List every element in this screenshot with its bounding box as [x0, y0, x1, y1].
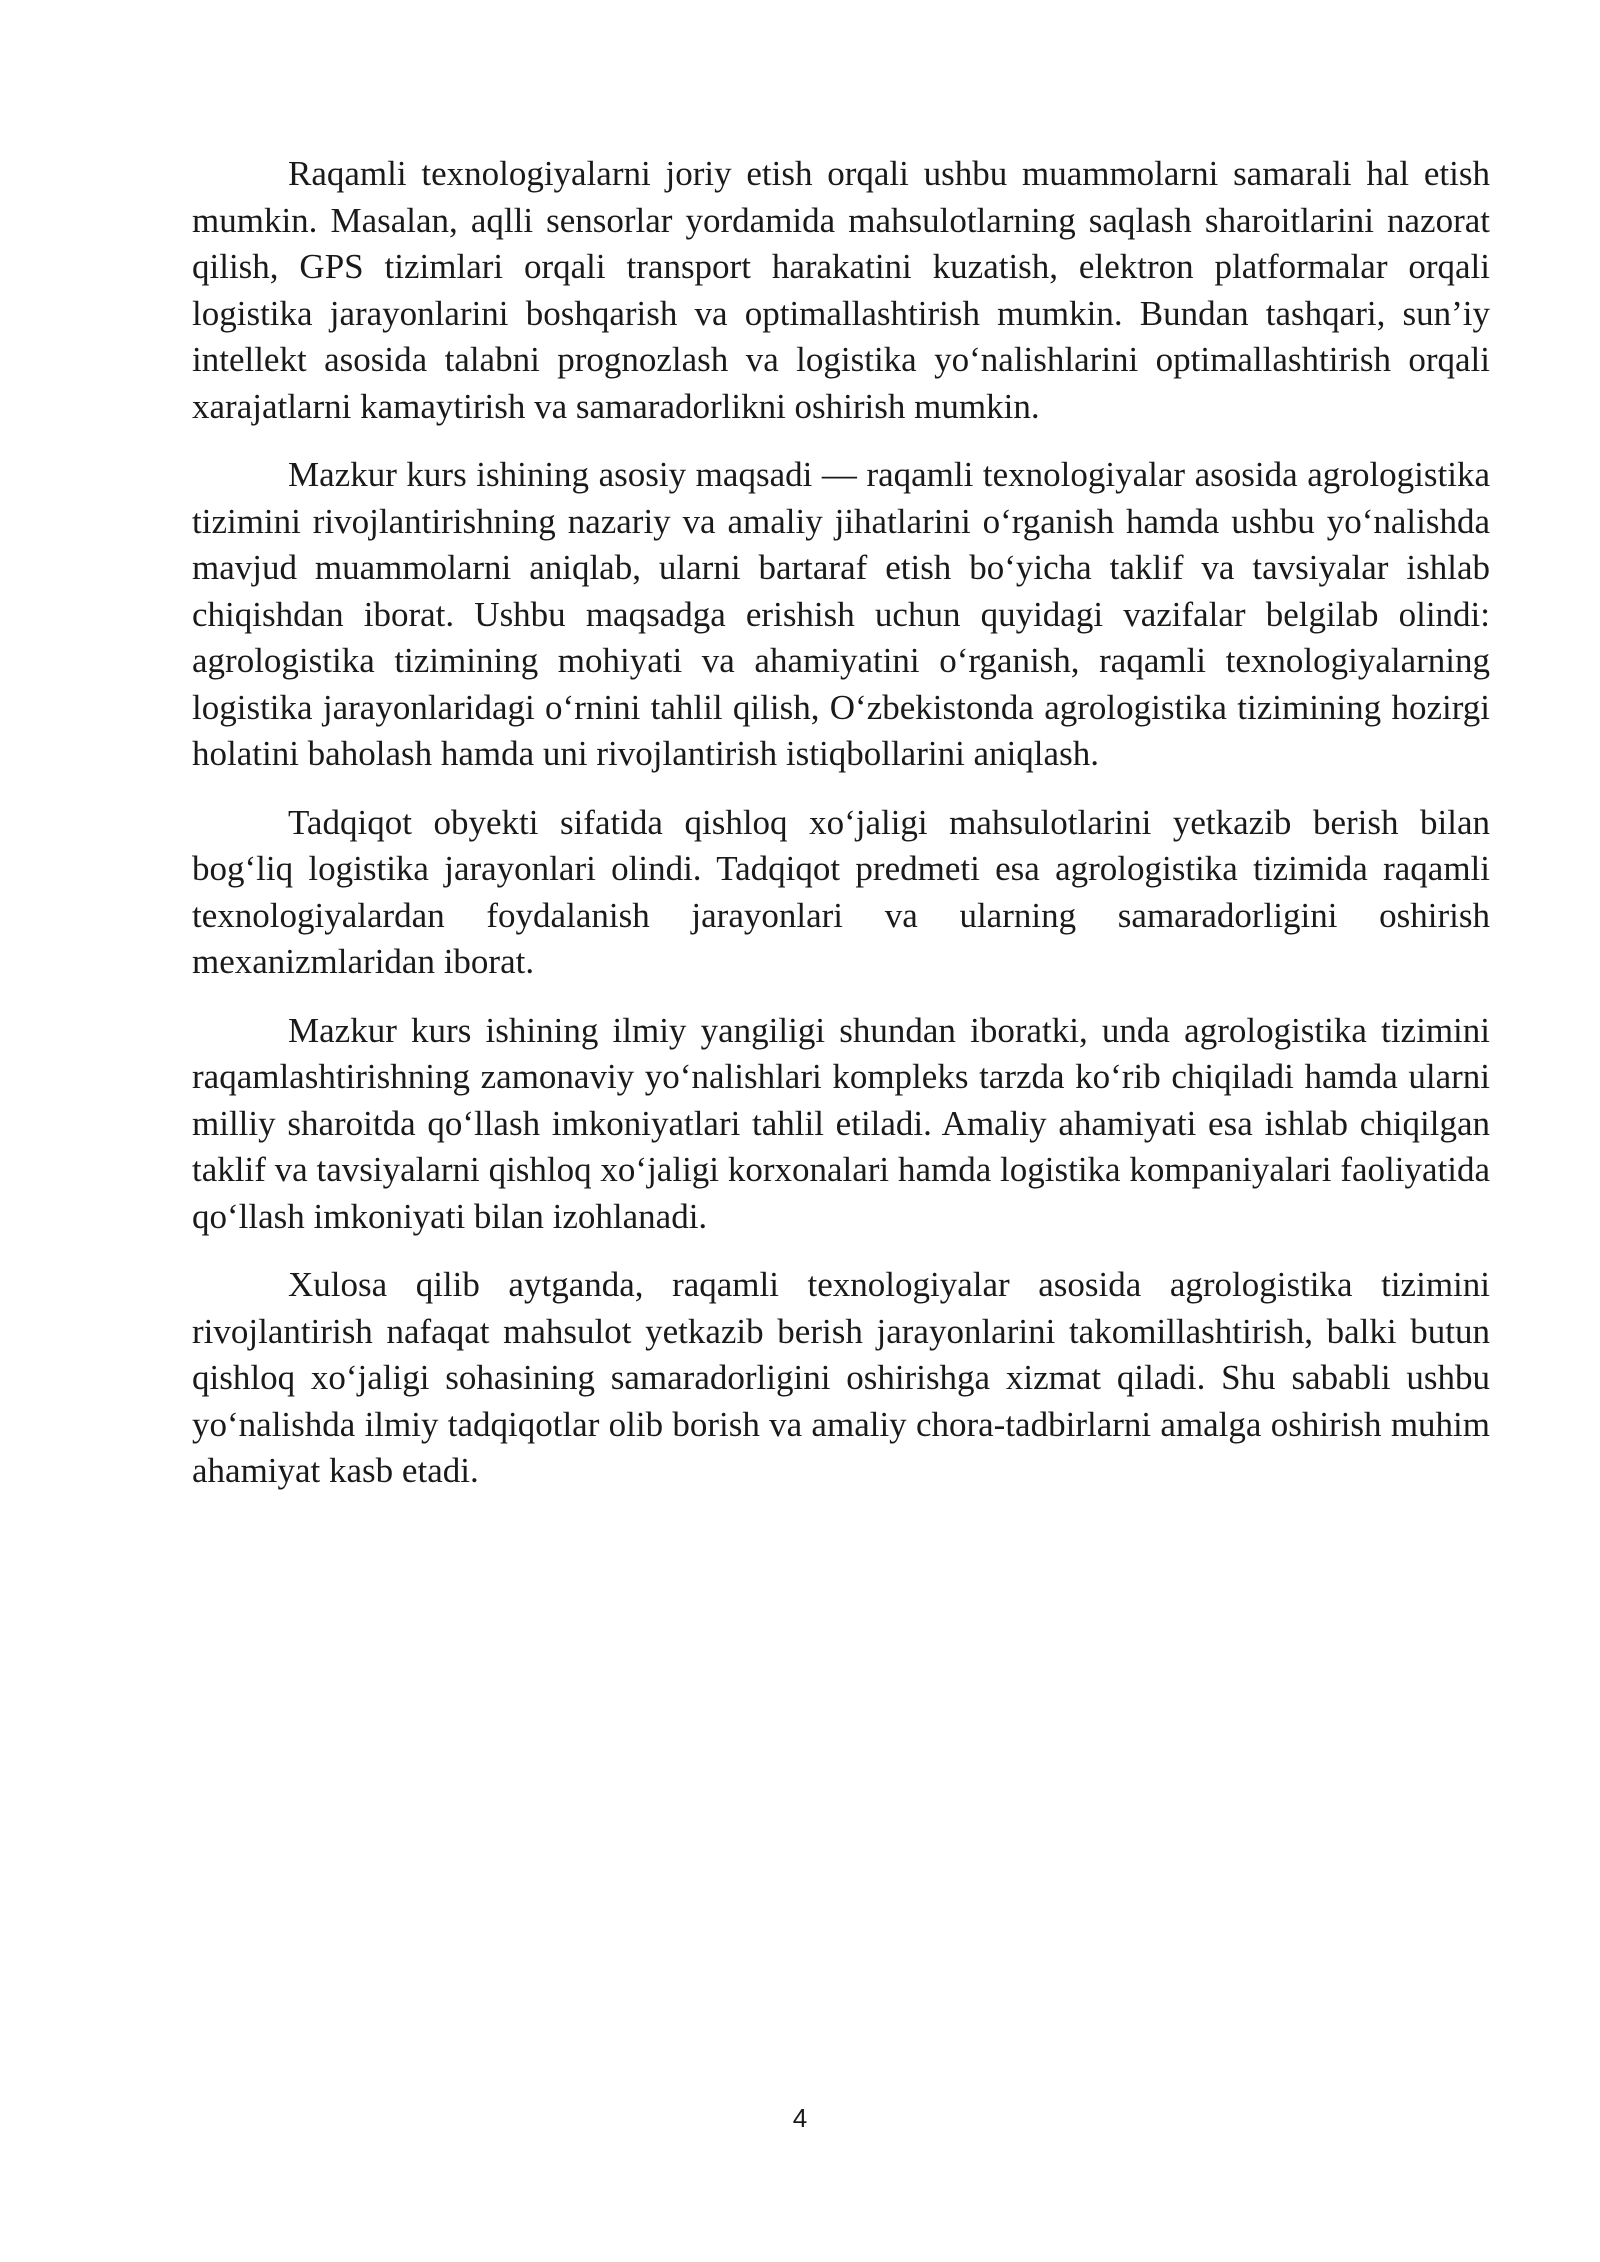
paragraph-1: Raqamli texnologiyalarni joriy etish orqali ushbu muammolarni samarali hal etish mumkin. Masalan, aqlli sensorlar yordamida mahsulotlarning saqlash sharoitlarini nazorat qilish, GPS tizimlari orqali transport harakatini kuzatish, elektron platformalar orqali logistika jarayonlarini boshqarish va optimallashtirish mumkin. Bundan tashqari, sun’iy intellekt asosida talabni prognozlash va logistika yo‘nalishlarini optimallashtirish orqali xarajatlarni kamaytirish va samaradorlikni oshirish mumkin.: [192, 154, 1490, 426]
paragraph-2: Mazkur kurs ishining asosiy maqsadi — raqamli texnologiyalar asosida agrologistika tizimini rivojlantirishning nazariy va amaliy jihatlarini o‘rganish hamda ushbu yo‘nalishda mavjud muammolarni aniqlab, ularni bartaraf etish bo‘yicha taklif va tavsiyalar ishlab chiqishdan iborat. Ushbu maqsadga erishish uchun quyidagi vazifalar belgilab olindi: agrologistika tizimining mohiyati va ahamiyatini o‘rganish, raqamli texnologiyalarning logistika jarayonlaridagi o‘rnini tahlil qilish, O‘zbekistonda agrologistika tizimining hozirgi holatini baholash hamda uni rivojlantirish istiqbollarini aniqlash.: [192, 455, 1490, 773]
page-body: [192, 151, 1490, 1517]
page-number: 4: [792, 2103, 808, 2133]
paragraph-4: Mazkur kurs ishining ilmiy yangiligi shundan iboratki, unda agrologistika tizimini raqamlashtirishning zamonaviy yo‘nalishlari kompleks tarzda ko‘rib chiqiladi hamda ularni milliy sharoitda qo‘llash imkoniyatlari tahlil etiladi. Amaliy ahamiyati esa ishlab chiqilgan taklif va tavsiyalarni qishloq xo‘jaligi korxonalari hamda logistika kompaniyalari faoliyatida qo‘llash imkoniyati bilan izohlanadi.: [192, 1010, 1490, 1236]
paragraph-5: Xulosa qilib aytganda, raqamli texnologiyalar asosida agrologistika tizimini rivojlantirish nafaqat mahsulot yetkazib berish jarayonlarini takomillashtirish, balki butun qishloq xo‘jaligi sohasining samaradorligini oshirishga xizmat qiladi. Shu sababli ushbu yo‘nalishda ilmiy tadqiqotlar olib borish va amaliy chora-tadbirlarni amalga oshirish muhim ahamiyat kasb etadi.: [192, 1265, 1490, 1490]
paragraph-3: Tadqiqot obyekti sifatida qishloq xo‘jaligi mahsulotlarini yetkazib berish bilan bog‘liq logistika jarayonlari olindi. Tadqiqot predmeti esa agrologistika tizimida raqamli texnologiyalardan foydalanish jarayonlari va ularning samaradorligini oshirish mexanizmlaridan iborat.: [192, 802, 1490, 981]
